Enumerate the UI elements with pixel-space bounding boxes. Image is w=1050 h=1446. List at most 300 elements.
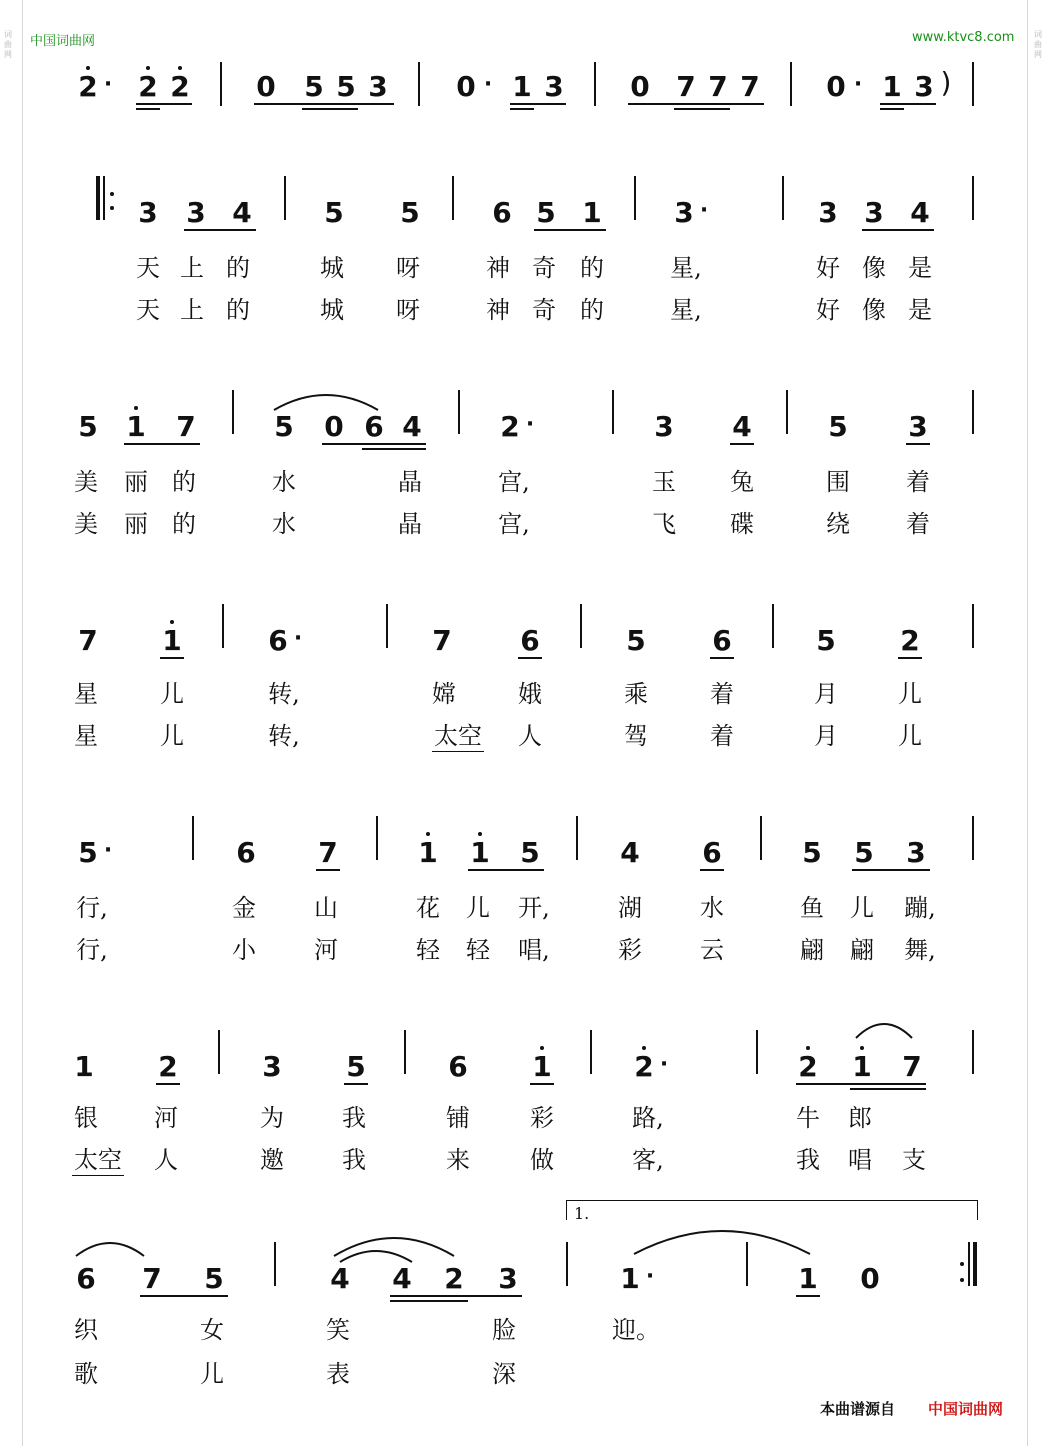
beam-line — [362, 448, 426, 450]
barline — [566, 1242, 568, 1286]
note: 4 — [330, 1262, 350, 1295]
high-octave-dot — [146, 66, 150, 70]
close-paren: ) — [940, 66, 952, 99]
beam-line — [898, 657, 922, 659]
beam-line — [674, 108, 730, 110]
note: 7 — [318, 836, 338, 869]
lyric: 晶 — [398, 468, 422, 496]
lyric: 人 — [154, 1146, 178, 1174]
beam-line — [700, 869, 724, 871]
barline — [590, 1030, 592, 1074]
lyric: 支 — [902, 1146, 926, 1174]
note: 1 — [418, 836, 438, 869]
barline — [376, 816, 378, 860]
lyric: 上 — [180, 296, 204, 324]
augmentation-dot: · — [853, 72, 863, 97]
note: 1 — [162, 624, 182, 657]
barline — [218, 1030, 220, 1074]
lyric: 星 — [74, 722, 98, 750]
note: 2 — [78, 70, 98, 103]
beam-line — [468, 869, 544, 871]
lyric: 开, — [518, 894, 550, 922]
beam-line — [710, 657, 734, 659]
barline — [790, 62, 792, 106]
lyric: 呀 — [396, 254, 420, 282]
lyric: 太空 — [434, 722, 482, 750]
lyric: 好 — [816, 254, 840, 282]
lyric: 铺 — [446, 1104, 470, 1132]
beam-line — [518, 657, 542, 659]
note: 6 — [268, 624, 288, 657]
lyric: 美 — [74, 468, 98, 496]
lyric: 迎。 — [612, 1316, 660, 1344]
beam-line — [124, 443, 200, 445]
barline — [284, 176, 286, 220]
note: 1 — [74, 1050, 94, 1083]
lyric: 着 — [906, 468, 930, 496]
lyric: 儿 — [898, 722, 922, 750]
lyric: 城 — [320, 296, 344, 324]
volta-bracket-right — [977, 1200, 978, 1220]
lyric: 路, — [632, 1104, 664, 1132]
lyric: 邀 — [260, 1146, 284, 1174]
beam-line — [302, 108, 358, 110]
lyric: 的 — [226, 254, 250, 282]
lyric: 转, — [268, 722, 300, 750]
lyric-underline — [72, 1175, 124, 1176]
barline — [612, 390, 614, 434]
repeat-dot — [110, 192, 114, 196]
high-octave-dot — [178, 66, 182, 70]
barline — [580, 604, 582, 648]
note: 5 — [854, 836, 874, 869]
lyric: 丽 — [124, 510, 148, 538]
note: 6 — [76, 1262, 96, 1295]
beam-line — [316, 869, 340, 871]
header-site-url[interactable]: www.ktvc8.com — [912, 30, 1015, 45]
note: 1 — [852, 1050, 872, 1083]
note: 0 — [826, 70, 846, 103]
beam-line — [390, 1300, 468, 1302]
augmentation-dot: · — [525, 412, 535, 437]
lyric: 好 — [816, 296, 840, 324]
slur — [852, 1018, 916, 1042]
repeat-dot — [960, 1262, 964, 1266]
beam-line — [156, 1083, 180, 1085]
volta-bracket-left — [566, 1200, 567, 1220]
note: 6 — [520, 624, 540, 657]
lyric: 人 — [518, 722, 542, 750]
lyric: 儿 — [200, 1360, 224, 1388]
repeat-start-thin — [103, 176, 105, 220]
repeat-start-thick — [96, 176, 100, 220]
repeat-end-thin — [968, 1242, 970, 1286]
beam-line — [880, 108, 904, 110]
note: 3 — [498, 1262, 518, 1295]
note: 5 — [204, 1262, 224, 1295]
barline — [760, 816, 762, 860]
lyric: 翩 — [850, 936, 874, 964]
barline — [418, 62, 420, 106]
beam-line — [796, 1295, 820, 1297]
lyric: 驾 — [624, 722, 648, 750]
note: 2 — [158, 1050, 178, 1083]
note: 6 — [364, 410, 384, 443]
augmentation-dot: · — [103, 838, 113, 863]
beam-line — [530, 1083, 554, 1085]
lyric: 围 — [826, 468, 850, 496]
lyric: 金 — [232, 894, 256, 922]
lyric: 歌 — [74, 1360, 98, 1388]
note: 2 — [634, 1050, 654, 1083]
lyric: 河 — [314, 936, 338, 964]
note: 2 — [900, 624, 920, 657]
beam-line — [796, 1083, 926, 1085]
augmentation-dot: · — [645, 1264, 655, 1289]
note: 6 — [702, 836, 722, 869]
lyric: 神 — [486, 296, 510, 324]
beam-line — [160, 657, 184, 659]
note: 4 — [402, 410, 422, 443]
high-octave-dot — [540, 1046, 544, 1050]
lyric: 的 — [580, 296, 604, 324]
note: 6 — [712, 624, 732, 657]
lyric: 月 — [814, 680, 838, 708]
barline — [972, 816, 974, 860]
beam-line — [510, 103, 566, 105]
note: 3 — [654, 410, 674, 443]
footer-site-link[interactable]: 中国词曲网 — [928, 1400, 1004, 1418]
barline — [458, 390, 460, 434]
lyric: 云 — [700, 936, 724, 964]
lyric: 蹦, — [904, 894, 936, 922]
note: 1 — [126, 410, 146, 443]
beam-line — [136, 108, 160, 110]
lyric: 宫, — [498, 468, 530, 496]
lyric: 笑 — [326, 1316, 350, 1344]
lyric: 天 — [136, 254, 160, 282]
note: 3 — [914, 70, 934, 103]
beam-line — [510, 108, 534, 110]
watermark-right: 词 曲 网 — [1034, 30, 1042, 59]
repeat-dot — [110, 206, 114, 210]
lyric: 儿 — [160, 722, 184, 750]
lyric: 翩 — [800, 936, 824, 964]
lyric: 轻 — [416, 936, 440, 964]
high-octave-dot — [860, 1046, 864, 1050]
note: 3 — [908, 410, 928, 443]
lyric: 来 — [446, 1146, 470, 1174]
barline — [786, 390, 788, 434]
note: 1 — [512, 70, 532, 103]
lyric: 的 — [226, 296, 250, 324]
note: 5 — [400, 196, 420, 229]
lyric: 行, — [76, 894, 108, 922]
beam-line — [344, 1083, 368, 1085]
lyric: 的 — [172, 468, 196, 496]
note: 7 — [432, 624, 452, 657]
barline — [972, 390, 974, 434]
note: 5 — [78, 836, 98, 869]
lyric: 星, — [670, 254, 702, 282]
augmentation-dot: · — [659, 1052, 669, 1077]
note: 4 — [620, 836, 640, 869]
note: 1 — [582, 196, 602, 229]
barline — [772, 604, 774, 648]
lyric: 绕 — [826, 510, 850, 538]
beam-line — [322, 443, 426, 445]
note: 7 — [78, 624, 98, 657]
augmentation-dot: · — [699, 198, 709, 223]
barline — [972, 176, 974, 220]
note: 5 — [336, 70, 356, 103]
barline — [972, 1030, 974, 1074]
lyric: 兔 — [730, 468, 754, 496]
beam-line — [852, 869, 930, 871]
note: 3 — [906, 836, 926, 869]
note: 5 — [324, 196, 344, 229]
lyric: 美 — [74, 510, 98, 538]
right-margin-rule — [1027, 0, 1028, 1446]
lyric: 做 — [530, 1146, 554, 1174]
lyric: 花 — [416, 894, 440, 922]
footer-credit: 本曲谱源自 — [820, 1400, 896, 1418]
lyric: 太空 — [74, 1146, 122, 1174]
barline — [232, 390, 234, 434]
lyric: 城 — [320, 254, 344, 282]
lyric: 牛 — [796, 1104, 820, 1132]
lyric: 脸 — [492, 1316, 516, 1344]
beam-line — [534, 229, 606, 231]
note: 5 — [802, 836, 822, 869]
lyric: 着 — [710, 722, 734, 750]
lyric: 呀 — [396, 296, 420, 324]
lyric: 郎 — [848, 1104, 872, 1132]
lyric: 神 — [486, 254, 510, 282]
lyric: 山 — [314, 894, 338, 922]
barline — [222, 604, 224, 648]
barline — [452, 176, 454, 220]
note: 7 — [142, 1262, 162, 1295]
lyric: 唱, — [518, 936, 550, 964]
lyric: 丽 — [124, 468, 148, 496]
note: 2 — [798, 1050, 818, 1083]
lyric-underline — [432, 751, 484, 752]
lyric: 水 — [272, 510, 296, 538]
note: 3 — [674, 196, 694, 229]
note: 3 — [262, 1050, 282, 1083]
barline — [220, 62, 222, 106]
note: 4 — [732, 410, 752, 443]
note: 1 — [798, 1262, 818, 1295]
high-octave-dot — [134, 406, 138, 410]
lyric: 我 — [342, 1104, 366, 1132]
slur — [72, 1236, 148, 1260]
lyric: 星, — [670, 296, 702, 324]
beam-line — [184, 229, 256, 231]
lyric: 转, — [268, 680, 300, 708]
repeat-end-thick — [973, 1242, 977, 1286]
note: 4 — [232, 196, 252, 229]
note: 6 — [236, 836, 256, 869]
lyric: 行, — [76, 936, 108, 964]
beam-line — [850, 1088, 926, 1090]
note: 7 — [740, 70, 760, 103]
lyric: 是 — [908, 254, 932, 282]
high-octave-dot — [426, 832, 430, 836]
note: 1 — [620, 1262, 640, 1295]
note: 0 — [324, 410, 344, 443]
note: 5 — [78, 410, 98, 443]
lyric: 小 — [232, 936, 256, 964]
lyric: 轻 — [466, 936, 490, 964]
lyric: 晶 — [398, 510, 422, 538]
watermark-left: 词 曲 网 — [4, 30, 12, 59]
lyric: 月 — [814, 722, 838, 750]
barline — [782, 176, 784, 220]
volta-label: 1. — [574, 1204, 590, 1223]
lyric: 我 — [342, 1146, 366, 1174]
lyric: 飞 — [652, 510, 676, 538]
lyric: 彩 — [618, 936, 642, 964]
barline — [746, 1242, 748, 1286]
lyric: 娥 — [518, 680, 542, 708]
lyric: 奇 — [532, 254, 556, 282]
note: 1 — [532, 1050, 552, 1083]
note: 7 — [902, 1050, 922, 1083]
barline — [756, 1030, 758, 1074]
lyric: 嫦 — [432, 680, 456, 708]
note: 3 — [544, 70, 564, 103]
high-octave-dot — [86, 66, 90, 70]
lyric: 着 — [906, 510, 930, 538]
header-site-name[interactable]: 中国词曲网 — [30, 34, 96, 49]
lyric: 我 — [796, 1146, 820, 1174]
lyric: 水 — [272, 468, 296, 496]
note: 0 — [456, 70, 476, 103]
note: 3 — [138, 196, 158, 229]
note: 7 — [708, 70, 728, 103]
lyric: 织 — [74, 1316, 98, 1344]
lyric: 银 — [74, 1104, 98, 1132]
note: 3 — [368, 70, 388, 103]
lyric: 乘 — [624, 680, 648, 708]
lyric: 像 — [862, 296, 886, 324]
note: 4 — [392, 1262, 412, 1295]
note: 3 — [864, 196, 884, 229]
high-octave-dot — [806, 1046, 810, 1050]
lyric: 女 — [200, 1316, 224, 1344]
lyric: 河 — [154, 1104, 178, 1132]
note: 7 — [176, 410, 196, 443]
barline — [634, 176, 636, 220]
high-octave-dot — [170, 620, 174, 624]
lyric: 的 — [580, 254, 604, 282]
lyric: 彩 — [530, 1104, 554, 1132]
augmentation-dot: · — [103, 72, 113, 97]
lyric: 像 — [862, 254, 886, 282]
beam-line — [254, 103, 394, 105]
note: 0 — [860, 1262, 880, 1295]
lyric: 宫, — [498, 510, 530, 538]
note: 5 — [304, 70, 324, 103]
note: 2 — [500, 410, 520, 443]
note: 7 — [676, 70, 696, 103]
beam-line — [862, 229, 934, 231]
high-octave-dot — [642, 1046, 646, 1050]
lyric: 儿 — [160, 680, 184, 708]
high-octave-dot — [478, 832, 482, 836]
barline — [972, 62, 974, 106]
lyric: 儿 — [466, 894, 490, 922]
note: 4 — [910, 196, 930, 229]
lyric: 星 — [74, 680, 98, 708]
note: 5 — [536, 196, 556, 229]
note: 0 — [630, 70, 650, 103]
lyric: 的 — [172, 510, 196, 538]
augmentation-dot: · — [293, 626, 303, 651]
lyric: 湖 — [618, 894, 642, 922]
lyric: 上 — [180, 254, 204, 282]
lyric: 为 — [260, 1104, 284, 1132]
note: 5 — [520, 836, 540, 869]
beam-line — [136, 103, 192, 105]
note: 3 — [818, 196, 838, 229]
barline — [576, 816, 578, 860]
lyric: 是 — [908, 296, 932, 324]
note: 6 — [492, 196, 512, 229]
lyric: 着 — [710, 680, 734, 708]
note: 5 — [274, 410, 294, 443]
beam-line — [730, 443, 754, 445]
augmentation-dot: · — [483, 72, 493, 97]
note: 5 — [626, 624, 646, 657]
slur — [630, 1222, 814, 1258]
barline — [972, 604, 974, 648]
lyric: 客, — [632, 1146, 664, 1174]
lyric: 舞, — [904, 936, 936, 964]
left-margin-rule — [22, 0, 23, 1446]
lyric: 奇 — [532, 296, 556, 324]
barline — [594, 62, 596, 106]
lyric: 碟 — [730, 510, 754, 538]
beam-line — [906, 443, 930, 445]
beam-line — [390, 1295, 522, 1297]
beam-line — [880, 103, 936, 105]
lyric: 儿 — [898, 680, 922, 708]
note: 5 — [816, 624, 836, 657]
lyric: 儿 — [850, 894, 874, 922]
lyric: 唱 — [848, 1146, 872, 1174]
barline — [274, 1242, 276, 1286]
lyric: 天 — [136, 296, 160, 324]
barline — [192, 816, 194, 860]
lyric: 水 — [700, 894, 724, 922]
beam-line — [628, 103, 764, 105]
repeat-dot — [960, 1278, 964, 1282]
lyric: 鱼 — [800, 894, 824, 922]
barline — [404, 1030, 406, 1074]
note: 0 — [256, 70, 276, 103]
volta-bracket — [566, 1200, 978, 1201]
note: 6 — [448, 1050, 468, 1083]
beam-line — [140, 1295, 228, 1297]
note: 1 — [882, 70, 902, 103]
note: 5 — [346, 1050, 366, 1083]
note: 2 — [138, 70, 158, 103]
barline — [386, 604, 388, 648]
note: 1 — [470, 836, 490, 869]
